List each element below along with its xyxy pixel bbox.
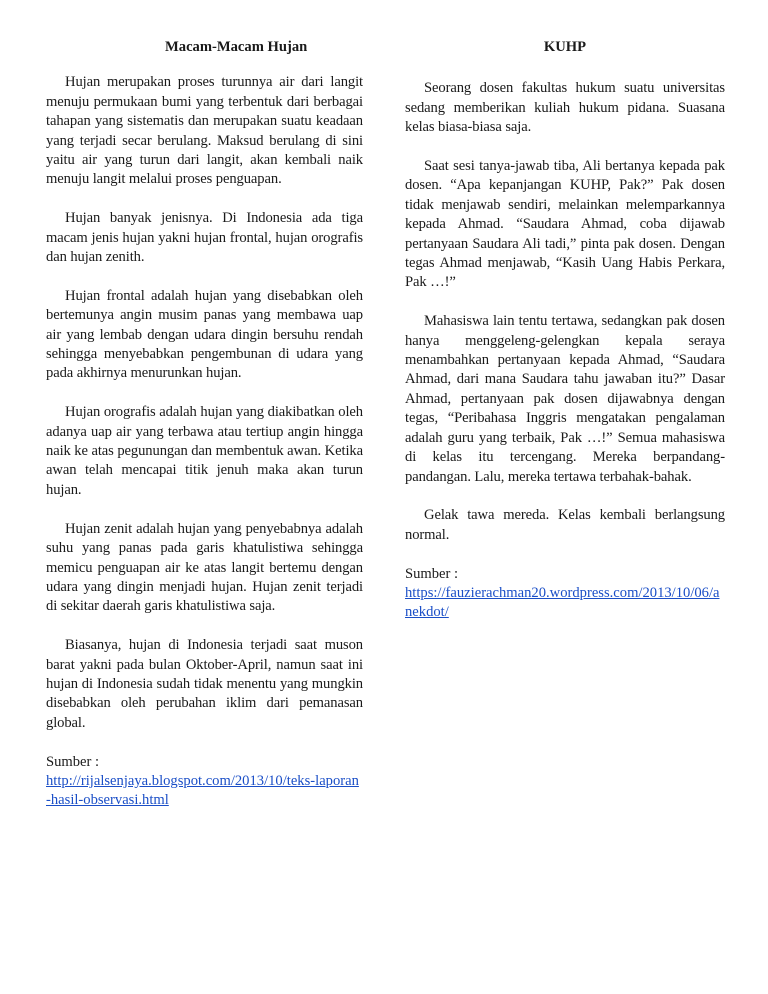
left-paragraph-1: Hujan merupakan proses turunnya air dari langit menuju permukaan bumi yang terbentuk dari berbagai tahapan yang sistematis dan merupakan suatu keadaan yang terjadi secar berulang. Maksud berulang di sini yaitu air yang turun dari langit, akan kembali naik menuju langit melalui proses penguapan. [46,74,363,188]
left-paragraph-6: Biasanya, hujan di Indonesia terjadi saat muson barat yakni pada bulan Oktober-April, namun saat ini hujan di Indonesia sudah tidak menentu yang mungkin disebabkan oleh perubahan iklim dari pemanasan global. [46,637,363,731]
left-source-label: Sumber : [46,753,100,770]
left-paragraph-4: Hujan orografis adalah hujan yang diakibatkan oleh adanya uap air yang terbawa atau tertiup angin hingga naik ke atas pegunungan dan membentuk awan. Ketika awan telah mencapai titik jenuh maka akan turun hujan. [46,404,363,498]
left-paragraph-2: Hujan banyak jenisnya. Di Indonesia ada tiga macam jenis hujan yakni hujan frontal, hujan orografis dan hujan zenith. [46,210,363,266]
right-source-label: Sumber : [405,565,459,582]
left-paragraph-3: Hujan frontal adalah hujan yang disebabkan oleh bertemunya angin musim panas yang membawa uap air yang lembab dengan udara dingin bersuhu rendah sehingga menyebabkan pengembunan di udara yang pada akhirnya menurunkan hujan. [46,287,363,382]
right-paragraph-1: Seorang dosen fakultas hukum suatu universitas sedang memberikan kuliah hukum pidana. Suasana kelas biasa-biasa saja. [405,80,725,136]
left-paragraph-5: Hujan zenit adalah hujan yang penyebabnya adalah suhu yang panas pada garis khatulistiwa sehingga memicu penguapan air ke atas langit bertemu dengan udara yang dingin menjadi hujan. Hujan zenit terjadi di sekitar daerah garis khatulistiwa saja. [46,520,363,615]
left-column-title: Macam-Macam Hujan [165,39,308,55]
right-paragraph-4: Gelak tawa mereda. Kelas kembali berlangsung normal. [405,507,725,543]
right-column-title: KUHP [543,39,587,55]
right-source-link[interactable]: https://fauzierachman20.wordpress.com/2013/10/06/anekdot/ [405,584,720,621]
left-source-link[interactable]: http://rijalsenjaya.blogspot.com/2013/10/teks-laporan-hasil-observasi.html [46,772,359,809]
right-column [405,38,725,623]
left-column [46,38,363,811]
right-paragraph-3: Mahasiswa lain tentu tertawa, sedangkan pak dosen hanya menggeleng-gelengkan kepala seraya menambahkan pertanyaan kepada Ahmad, “Saudara Ahmad, dari mana Saudara tahu jawaban itu?” Dasar Ahmad, pertanyaan pak dosen dijawabnya dengan tegas, “Peribahasa Inggris mengatakan pengalaman adalah guru yang terbaik, Pak …!” Semua mahasiswa di kelas itu tercengang. Mereka berpandang-pandangan. Lalu, mereka tertawa terbahak-bahak. [405,313,725,485]
right-paragraph-2: Saat sesi tanya-jawab tiba, Ali bertanya kepada pak dosen. “Apa kepanjangan KUHP, Pak?” Pak dosen tidak menjawab sendiri, melainkan melemparkannya kepada Ahmad. “Saudara Ahmad, coba dijawab pertanyaan Saudara Ali tadi,” pinta pak dosen. Dengan tegas Ahmad menjawab, “Kasih Uang Habis Perkara, Pak …!” [405,158,725,291]
